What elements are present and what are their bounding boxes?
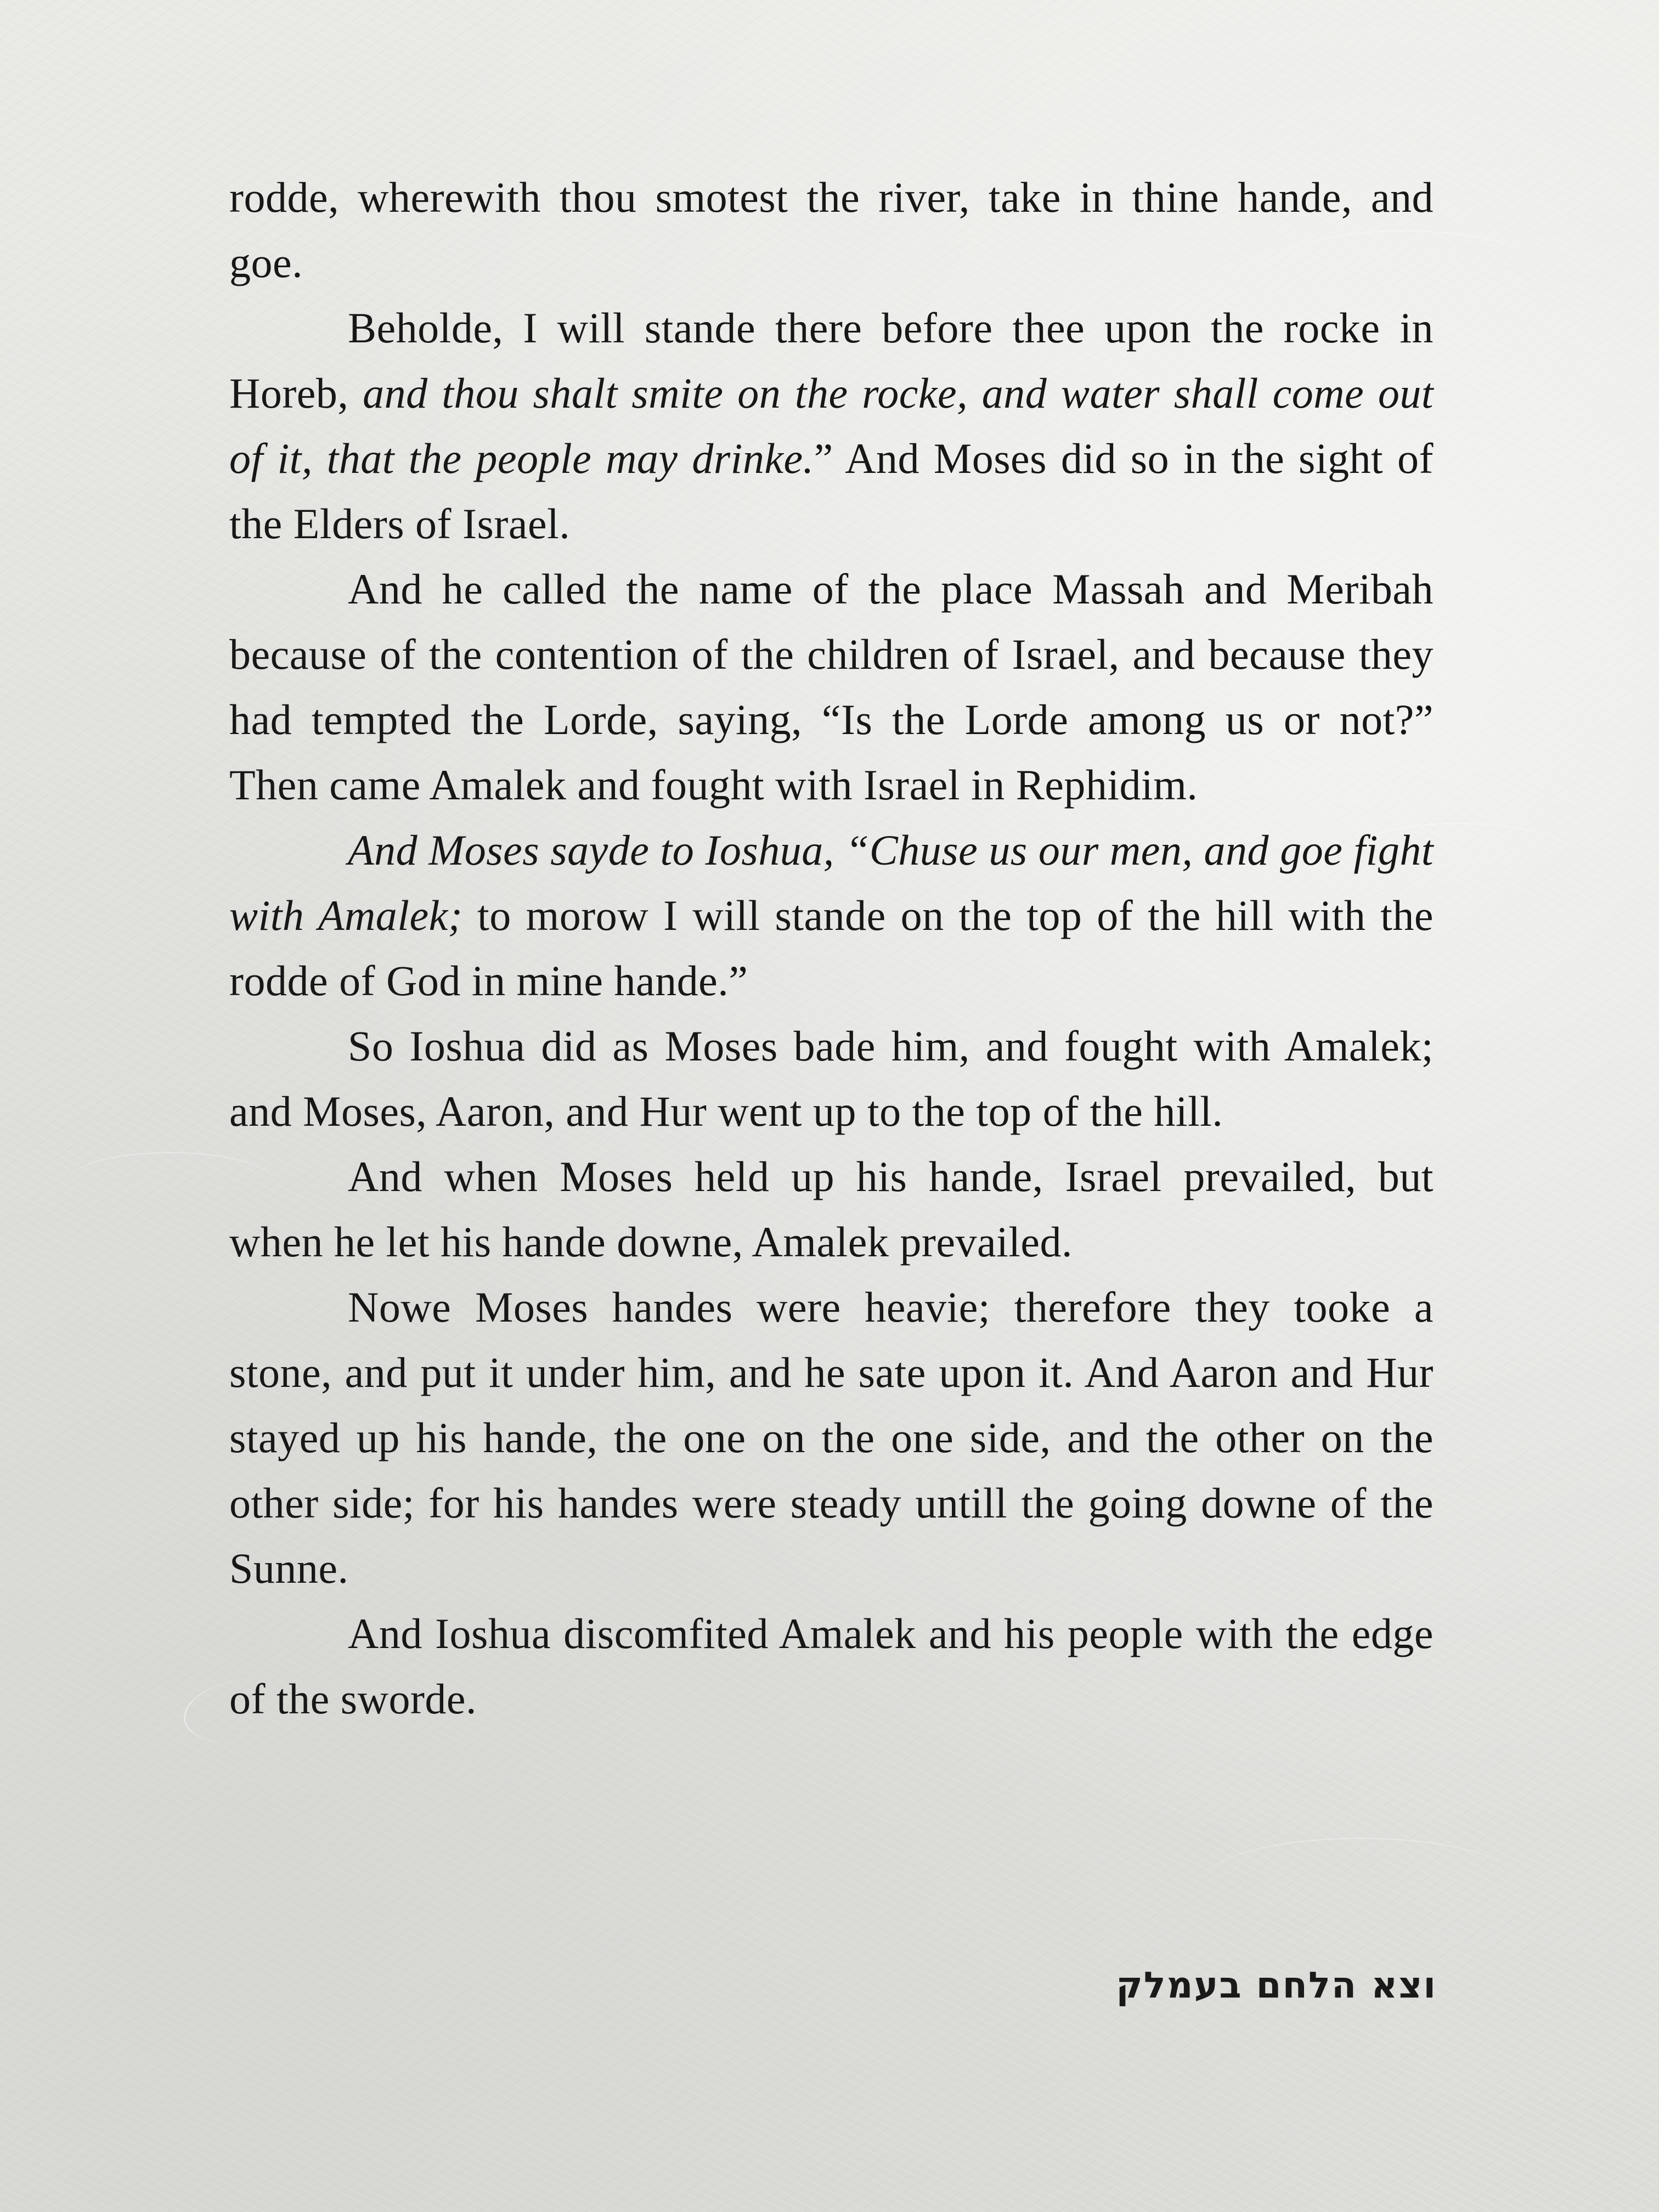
paragraph: [229, 295, 1434, 556]
text-segment: Nowe Moses handes were heavie; therefore they tooke a stone, and put it under him, and he sate upon it. And Aaron and Hur stayed up his hande, the one on the one side, and the other on the other side; for his handes were steady untill the going downe of the Sunne.: [229, 1283, 1434, 1592]
paragraph: [229, 1601, 1434, 1731]
paragraph: [229, 1144, 1434, 1274]
paragraph: [229, 556, 1434, 817]
paragraph: [229, 1274, 1434, 1601]
hebrew-caption: וצא הלחם בעמלק: [1116, 1964, 1437, 2006]
body-text: [229, 165, 1434, 1731]
paragraph: [229, 817, 1434, 1013]
text-segment: And he called the name of the place Massah and Meribah because of the contention of the children of Israel, and because they had tempted the Lorde, saying, “Is the Lorde among us or not?” Then came Amalek and fought with Israel in Rephidim.: [229, 565, 1434, 809]
text-segment: ” And Moses did so in the sight of the Elders of Israel.: [229, 435, 1434, 548]
text-segment: to morow I will stande on the top of the hill with the rodde of God in mine hande.”: [229, 891, 1434, 1005]
paragraph: [229, 165, 1434, 295]
italic-text-segment: And Moses sayde to Ioshua, “Chuse us our men, and goe fight with Amalek;: [229, 826, 1434, 939]
text-segment: And when Moses held up his hande, Israel prevailed, but when he let his hande downe, Amalek prevailed.: [229, 1153, 1434, 1266]
text-segment: So Ioshua did as Moses bade him, and fought with Amalek; and Moses, Aaron, and Hur went up to the top of the hill.: [229, 1022, 1434, 1135]
italic-text-segment: and thou shalt smite on the rocke, and water shall come out of it, that the people may drinke.: [229, 369, 1434, 482]
paper-fiber: [1207, 1838, 1514, 1921]
text-segment: rodde, wherewith thou smotest the river, take in thine hande, and goe.: [229, 173, 1434, 286]
text-segment: And Ioshua discomfited Amalek and his people with the edge of the sworde.: [229, 1610, 1434, 1723]
paragraph: [229, 1013, 1434, 1144]
text-segment: Beholde, I will stande there before thee upon the rocke in Horeb,: [229, 304, 1434, 417]
